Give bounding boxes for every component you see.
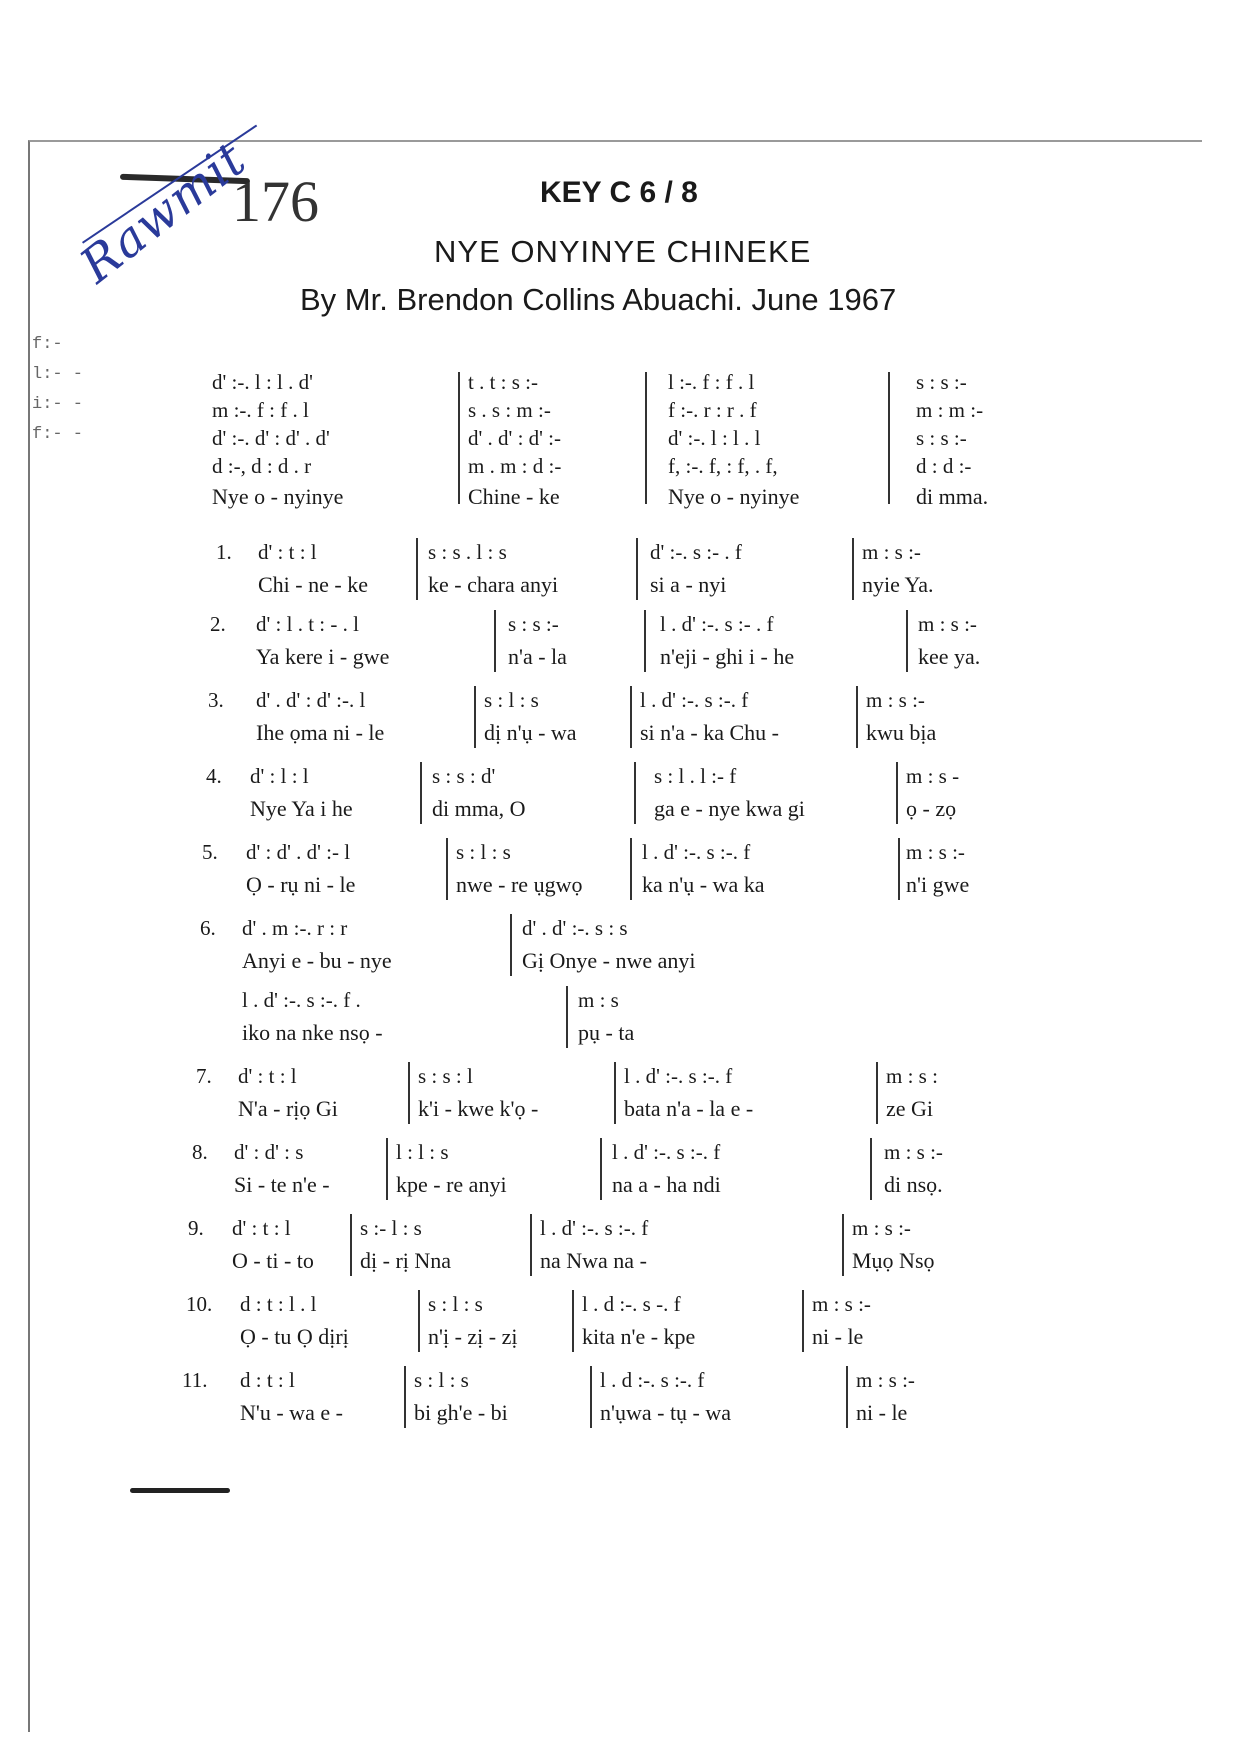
verse-notes-measure: d : t : l . l xyxy=(240,1292,317,1316)
verse-notes-measure: l . d' :-. s :-. f xyxy=(540,1216,649,1240)
verse-notes-measure: m : s :- xyxy=(918,612,977,636)
verse-lyric: si a - nyi xyxy=(650,572,727,597)
song-title: NYE ONYINYE CHINEKE xyxy=(434,234,812,269)
bar-line xyxy=(630,686,632,748)
verse-notes-measure: m : s :- xyxy=(852,1216,911,1240)
composer-byline: By Mr. Brendon Collins Abuachi. June 1967 xyxy=(300,282,897,317)
verse-lyric: Gị Onye - nwe anyi xyxy=(522,948,696,973)
verse-lyric: nwe - re ụgwọ xyxy=(456,872,583,897)
verse-lyric: Chi - ne - ke xyxy=(258,572,368,597)
bar-line xyxy=(350,1214,352,1276)
verse-lyric: ga e - nye kwa gi xyxy=(654,796,805,821)
chorus-part-2-measure: f :-. r : r . f xyxy=(668,398,757,422)
verse-notes-measure: m : s : xyxy=(886,1064,938,1088)
verse-notes-measure: m : s :- xyxy=(906,840,965,864)
verse-lyric: nyie Ya. xyxy=(862,572,934,597)
chorus-part-2-measure: m :-. f : f . l xyxy=(212,398,309,422)
bar-line xyxy=(846,1366,848,1428)
verse-notes-measure: s : s . l : s xyxy=(428,540,507,564)
verse-lyric: kita n'e - kpe xyxy=(582,1324,696,1349)
verse-lyric: N'a - rịọ Gi xyxy=(238,1096,338,1121)
verse-notes-measure: m : s - xyxy=(906,764,960,788)
bar-line xyxy=(870,1138,872,1200)
verse-notes-measure: d' : d' : s xyxy=(234,1140,304,1164)
verse-lyric: ke - chara anyi xyxy=(428,572,559,597)
verse-notes-measure: s : l : s xyxy=(484,688,539,712)
chorus-part-2-measure: m : m :- xyxy=(916,398,984,422)
verse-lyric: dị - rị Nna xyxy=(360,1248,452,1273)
verse-lyric: N'u - wa e - xyxy=(240,1400,343,1425)
bar-line xyxy=(906,610,908,672)
verse-notes-measure: d' : t : l xyxy=(238,1064,297,1088)
verse-number: 6. xyxy=(200,916,216,940)
verse-lyric: n'a - la xyxy=(508,644,567,669)
verse-lyric: kwu bịa xyxy=(866,720,937,745)
verse-notes-measure: d' . d' :-. s : s xyxy=(522,916,628,940)
bar-line xyxy=(386,1138,388,1200)
verse-notes-measure: l : l : s xyxy=(396,1140,449,1164)
verse-number: 2. xyxy=(210,612,226,636)
bar-line xyxy=(510,914,512,976)
verse-notes-measure: d : t : l xyxy=(240,1368,295,1392)
bar-line xyxy=(408,1062,410,1124)
verse-notes-measure: m : s xyxy=(578,988,619,1012)
bar-line xyxy=(888,372,890,504)
chorus-lyric: Nye o - nyinye xyxy=(668,484,800,509)
verse-notes-measure: m : s :- xyxy=(812,1292,871,1316)
bar-line xyxy=(590,1366,592,1428)
verse-notes-measure: s : l : s xyxy=(414,1368,469,1392)
chorus-part-4-measure: f, :-. f, : f, . f, xyxy=(668,454,778,478)
verse-lyric: bata n'a - la e - xyxy=(624,1096,754,1121)
verse-lyric: kee ya. xyxy=(918,644,981,669)
bar-line xyxy=(898,838,900,900)
bar-line xyxy=(600,1138,602,1200)
bar-line xyxy=(634,762,636,824)
bar-line xyxy=(645,372,647,504)
verse-lyric: dị n'ụ - wa xyxy=(484,720,577,745)
bar-line xyxy=(636,538,638,600)
verse-notes-measure: s : s : l xyxy=(418,1064,473,1088)
chorus-part-3-measure: d' . d' : d' :- xyxy=(468,426,562,450)
verse-lyric: ka n'ụ - wa ka xyxy=(642,872,765,897)
bar-line xyxy=(530,1214,532,1276)
chorus-part-1-measure: s : s :- xyxy=(916,370,967,394)
chorus-part-2-measure: s . s : m :- xyxy=(468,398,551,422)
verse-notes-measure: s : l : s xyxy=(428,1292,483,1316)
verse-number: 4. xyxy=(206,764,222,788)
bar-line xyxy=(572,1290,574,1352)
bar-line xyxy=(494,610,496,672)
bar-line xyxy=(566,986,568,1048)
verse-notes-measure: l . d :-. s -. f xyxy=(582,1292,681,1316)
verse-notes-measure: d' : l : l xyxy=(250,764,309,788)
verse-notes-measure: l . d' :-. s :- . f xyxy=(660,612,774,636)
verse-number: 5. xyxy=(202,840,218,864)
page-number: 176 xyxy=(232,169,319,234)
verse-lyric: kpe - re anyi xyxy=(396,1172,507,1197)
verse-lyric: n'eji - ghi i - he xyxy=(660,644,795,669)
footer-dash-mark xyxy=(130,1488,230,1493)
verse-lyric: ọ - zọ xyxy=(906,796,957,821)
verse-lyric: n'ị - zị - zị xyxy=(428,1324,518,1349)
chorus-part-3-measure: d' :-. l : l . l xyxy=(668,426,761,450)
verse-notes-measure: l . d' :-. s :-. f xyxy=(624,1064,733,1088)
chorus-lyric: di mma. xyxy=(916,484,989,509)
bar-line xyxy=(474,686,476,748)
bar-line xyxy=(630,838,632,900)
chorus-part-1-measure: t . t : s :- xyxy=(468,370,539,394)
verse-notes-measure: d' : d' . d' :- l xyxy=(246,840,351,864)
verse-lyric: Ọ - rụ ni - le xyxy=(246,872,356,897)
verse-notes-measure: d' . d' : d' :-. l xyxy=(256,688,366,712)
bar-line xyxy=(418,1290,420,1352)
verse-lyric: Nye Ya i he xyxy=(250,796,353,821)
bar-line xyxy=(458,372,460,504)
verse-lyric: na a - ha ndi xyxy=(612,1172,721,1197)
bar-line xyxy=(852,538,854,600)
verse-lyric: Ya kere i - gwe xyxy=(256,644,390,669)
key-signature: KEY C 6 / 8 xyxy=(540,176,698,209)
verse-lyric: ni - le xyxy=(812,1324,864,1349)
verse-number: 10. xyxy=(186,1292,213,1316)
bar-line xyxy=(856,686,858,748)
verse-notes-measure: d' : t : l xyxy=(232,1216,291,1240)
verse-notes-measure: d' : l . t : - . l xyxy=(256,612,359,636)
verse-notes-measure: l . d :-. s :-. f xyxy=(600,1368,705,1392)
chorus-part-4-measure: m . m : d :- xyxy=(468,454,562,478)
verse-lyric: si n'a - ka Chu - xyxy=(640,720,779,745)
verse-lyric: ze Gi xyxy=(886,1096,934,1121)
chorus-part-1-measure: d' :-. l : l . d' xyxy=(212,370,313,394)
verse-lyric: Ọ - tu Ọ dịrị xyxy=(240,1324,349,1349)
bar-line xyxy=(876,1062,878,1124)
verse-notes-measure: m : s :- xyxy=(866,688,925,712)
verse-lyric: Mụọ Nsọ xyxy=(852,1248,935,1273)
verse-lyric: ni - le xyxy=(856,1400,908,1425)
verse-notes-measure: s : s :- xyxy=(508,612,559,636)
verse-lyric: bi gh'e - bi xyxy=(414,1400,508,1425)
chorus-part-3-measure: d' :-. d' : d' . d' xyxy=(212,426,330,450)
bar-line xyxy=(416,538,418,600)
verse-notes-measure: d' :-. s :- . f xyxy=(650,540,742,564)
verse-number: 8. xyxy=(192,1140,208,1164)
chorus-part-3-measure: s : s :- xyxy=(916,426,967,450)
bar-line xyxy=(802,1290,804,1352)
chorus-part-4-measure: d : d :- xyxy=(916,454,972,478)
verse-notes-measure: d' : t : l xyxy=(258,540,317,564)
verse-lyric: iko na nke nsọ - xyxy=(242,1020,383,1045)
verse-lyric: Ihe ọma ni - le xyxy=(256,720,385,745)
verse-notes-measure: m : s :- xyxy=(856,1368,915,1392)
bar-line xyxy=(842,1214,844,1276)
chorus-lyric: Chine - ke xyxy=(468,484,560,509)
verse-notes-measure: m : s :- xyxy=(862,540,921,564)
handwritten-signature: Rawmit xyxy=(70,131,257,295)
verse-number: 1. xyxy=(216,540,232,564)
verse-notes-measure: s : l . l :- f xyxy=(654,764,737,788)
verse-notes-measure: l . d' :-. s :-. f xyxy=(612,1140,721,1164)
verse-lyric: k'i - kwe k'ọ - xyxy=(418,1096,539,1121)
chorus-part-4-measure: d :-, d : d . r xyxy=(212,454,312,478)
verse-lyric: di nsọ. xyxy=(884,1172,943,1197)
bar-line xyxy=(404,1366,406,1428)
verse-number: 3. xyxy=(208,688,224,712)
bar-line xyxy=(614,1062,616,1124)
verse-notes-measure: s : l : s xyxy=(456,840,511,864)
verse-lyric: pụ - ta xyxy=(578,1020,635,1045)
verse-notes-measure: l . d' :-. s :-. f xyxy=(642,840,751,864)
verse-lyric: di mma, O xyxy=(432,796,526,821)
verse-lyric: O - ti - to xyxy=(232,1248,314,1273)
verse-notes-measure: s : s : d' xyxy=(432,764,496,788)
chorus-lyric: Nye o - nyinye xyxy=(212,484,344,509)
verse-number: 7. xyxy=(196,1064,212,1088)
bar-line xyxy=(644,610,646,672)
chorus-part-1-measure: l :-. f : f . l xyxy=(668,370,755,394)
verse-notes-measure: d' . m :-. r : r xyxy=(242,916,348,940)
verse-notes-measure: l . d' :-. s :-. f . xyxy=(242,988,361,1012)
verse-notes-measure: m : s :- xyxy=(884,1140,943,1164)
verse-lyric: Anyi e - bu - nye xyxy=(242,948,392,973)
verse-lyric: Si - te n'e - xyxy=(234,1172,330,1197)
verse-lyric: na Nwa na - xyxy=(540,1248,647,1273)
bar-line xyxy=(896,762,898,824)
margin-marks: f:- l:- - i:- - f:- - xyxy=(32,335,84,444)
bar-line xyxy=(446,838,448,900)
verse-notes-measure: s :- l : s xyxy=(360,1216,422,1240)
verse-number: 11. xyxy=(182,1368,208,1392)
verse-number: 9. xyxy=(188,1216,204,1240)
verse-lyric: n'i gwe xyxy=(906,872,970,897)
verse-notes-measure: l . d' :-. s :-. f xyxy=(640,688,749,712)
verse-lyric: n'ụwa - tụ - wa xyxy=(600,1400,732,1425)
bar-line xyxy=(420,762,422,824)
